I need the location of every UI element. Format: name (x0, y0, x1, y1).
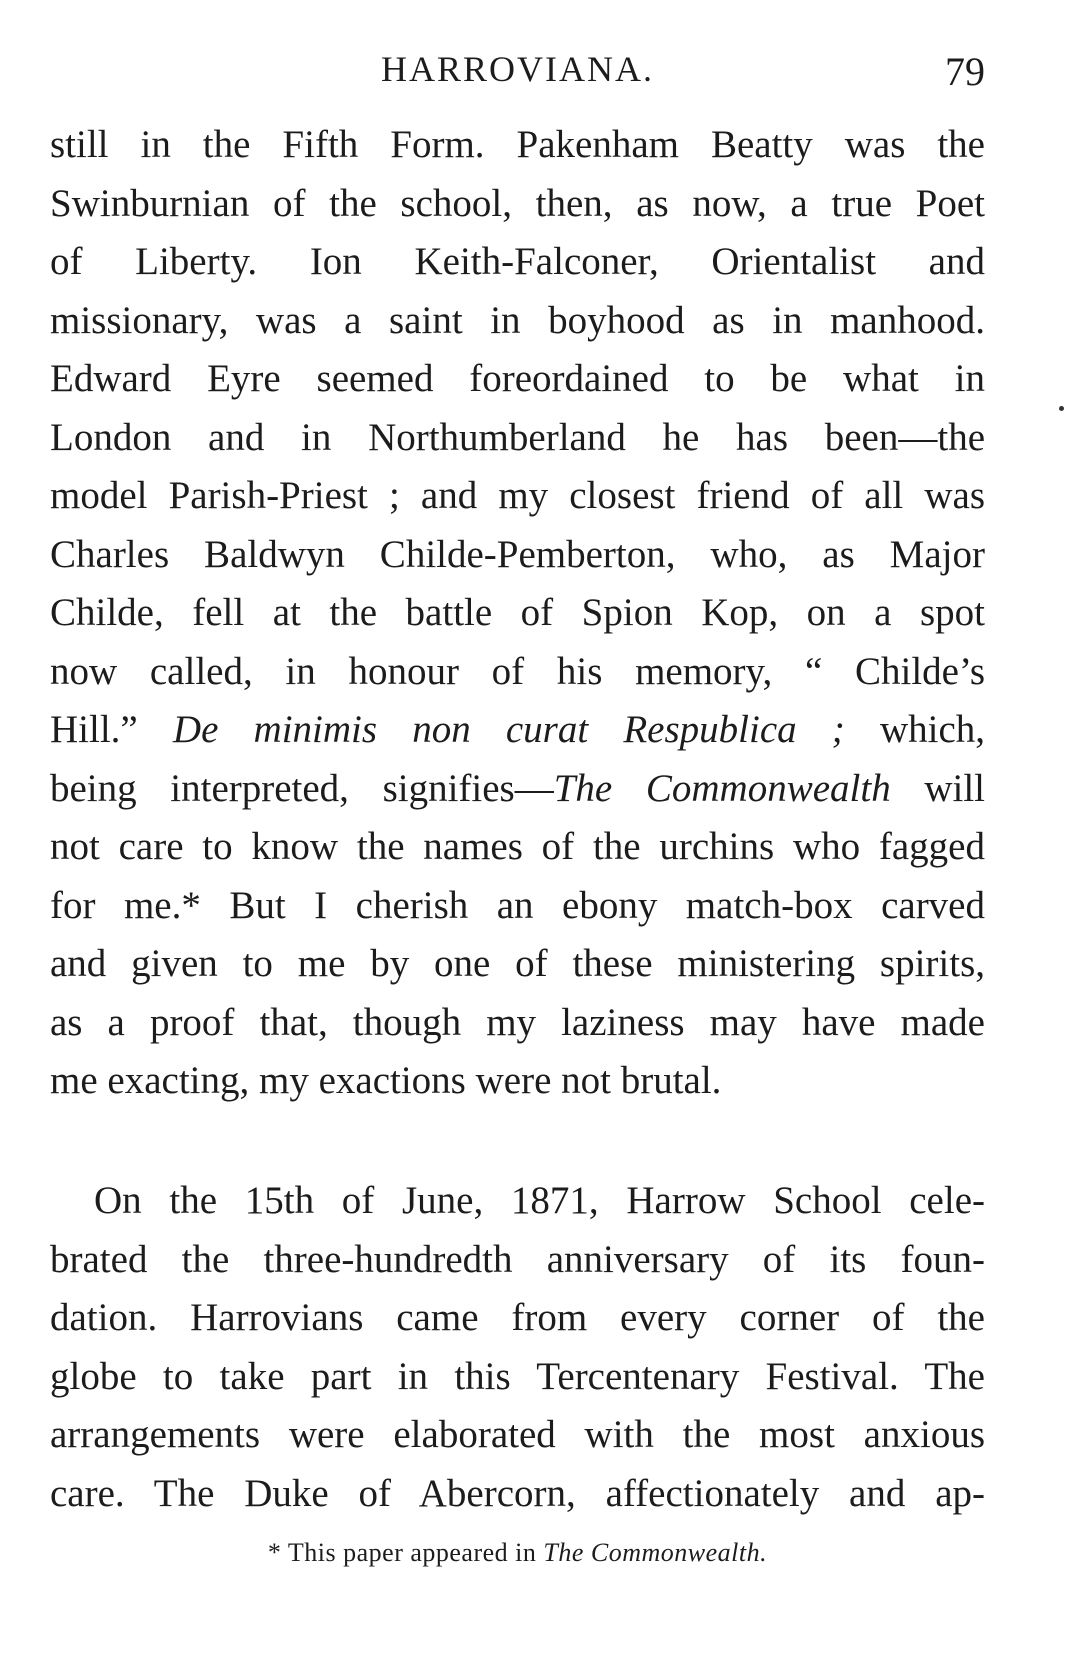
text-run: Hill.” (50, 708, 138, 751)
text-line: Charles Baldwyn Childe-Pemberton, who, as Major (50, 532, 985, 576)
margin-mark (1059, 406, 1064, 411)
paragraph-1 (50, 116, 985, 1111)
text-line: missionary, was a saint in boyhood as in manhood. (50, 298, 985, 342)
text-run: being interpreted, signifies— (50, 766, 554, 810)
text-run: will (890, 766, 986, 810)
text-line: of Liberty. Ion Keith-Falconer, Orientalist and (50, 240, 985, 283)
text-line-mixed (50, 760, 985, 819)
latin-quote: De minimis non curat Respublica ; (172, 708, 845, 751)
paragraph-2 (50, 1172, 985, 1523)
text-line: Childe, fell at the battle of Spion Kop, on a spot (50, 591, 985, 634)
text-line: now called, in honour of his memory, “ Childe’s (50, 649, 985, 693)
text-line: not care to know the names of the urchins who fagged (50, 825, 985, 868)
text-line: and given to me by one of these ministering spirits, (50, 942, 985, 985)
text-line: me exacting, my exactions were not brutal. (50, 1059, 722, 1102)
footnote-text: * This paper appeared in (267, 1538, 544, 1567)
page-header (50, 40, 985, 100)
text-line: On the 15th of June, 1871, Harrow School cele- (94, 1179, 985, 1222)
text-line: care. The Duke of Abercorn, affectionately and ap- (50, 1471, 985, 1515)
text-line: still in the Fifth Form. Pakenham Beatty was the (50, 123, 985, 166)
footnote (50, 1538, 985, 1568)
italic-title: The Commonwealth (553, 766, 891, 810)
running-title: HARROVIANA. (381, 49, 654, 89)
text-line: arrangements were elaborated with the most anxious (50, 1413, 985, 1456)
text-line: brated the three-hundredth anniversary of its foun- (50, 1237, 985, 1281)
text-line: Edward Eyre seemed foreordained to be what in (50, 357, 985, 400)
text-line: for me.* But I cherish an ebony match-box carved (50, 883, 985, 927)
text-line: model Parish-Priest ; and my closest friend of all was (50, 474, 985, 517)
text-line: as a proof that, though my laziness may have made (50, 1000, 985, 1044)
text-run: which, (844, 708, 986, 751)
text-line: dation. Harrovians came from every corner of the (50, 1296, 985, 1339)
text-line: globe to take part in this Tercentenary Festival. The (50, 1354, 985, 1398)
text-line: London and in Northumberland he has been—the (50, 415, 985, 459)
footnote-italic-title: The Commonwealth. (543, 1538, 768, 1567)
text-line: Swinburnian of the school, then, as now, a true Poet (50, 181, 985, 225)
text-line-mixed (50, 701, 985, 760)
page-number: 79 (945, 49, 985, 94)
